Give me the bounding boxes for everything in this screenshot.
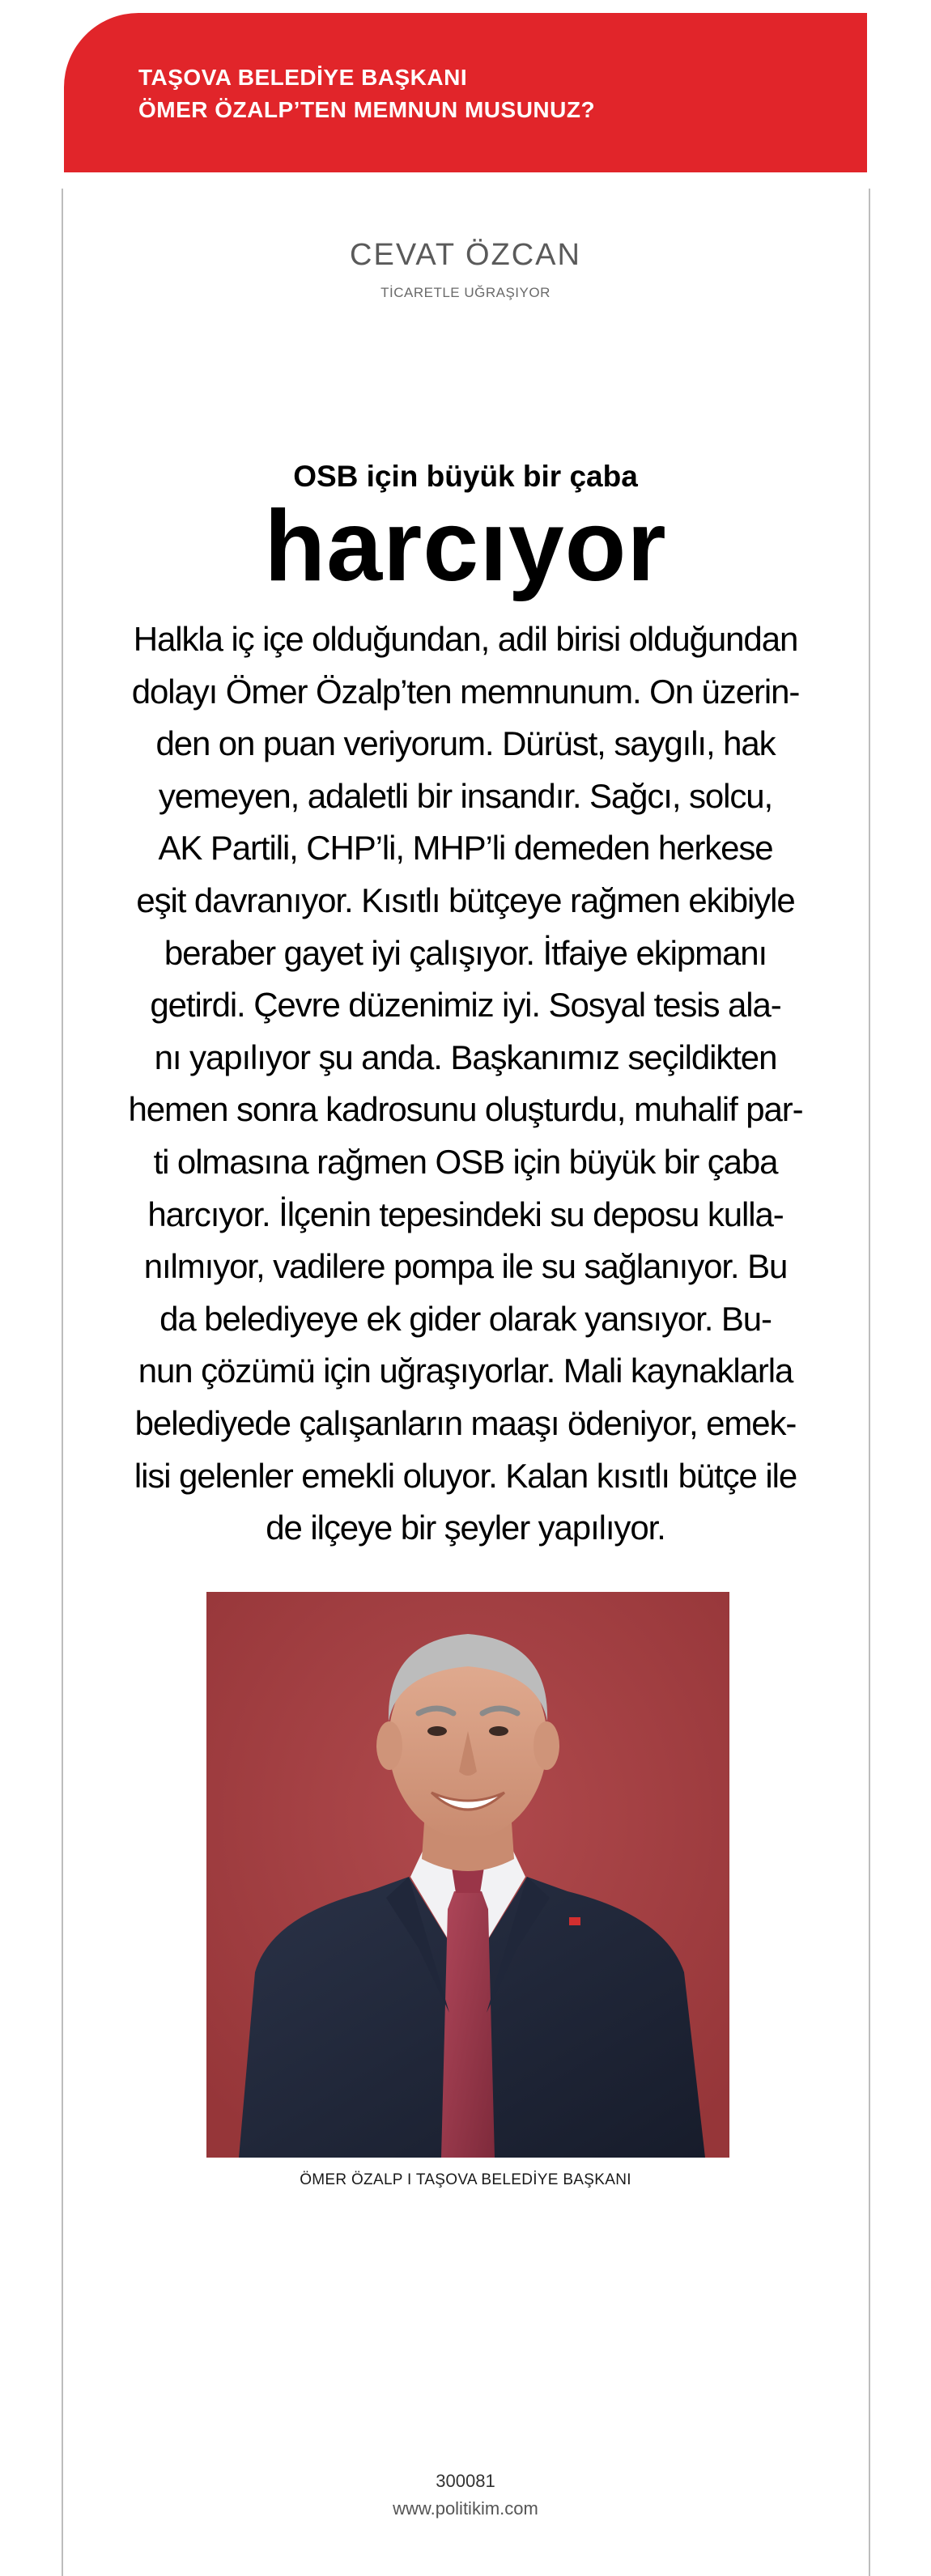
body-line: yemeyen, adaletli bir insandır. Sağcı, solcu, [158, 776, 773, 815]
body-line: Halkla iç içe olduğundan, adil birisi olduğundan [133, 620, 798, 658]
body-line: ti olmasına rağmen OSB için büyük bir çaba [153, 1142, 778, 1181]
body-line: nun çözümü için uğraşıyorlar. Mali kaynaklarla [138, 1352, 793, 1390]
body-line: hemen sonra kadrosunu oluşturdu, muhalif par- [128, 1090, 803, 1129]
body-line: belediyede çalışanların maaşı ödeniyor, emek- [134, 1403, 797, 1442]
body-line: den on puan veriyorum. Dürüst, saygılı, hak [155, 724, 776, 763]
body-line: getirdi. Çevre düzenimiz iyi. Sosyal tesis ala- [150, 986, 781, 1025]
body-line: nı yapılıyor şu anda. Başkanımız seçildikten [154, 1038, 777, 1076]
body-line: harcıyor. İlçenin tepesindeki su deposu kulla- [147, 1195, 784, 1233]
body-line: beraber gayet iyi çalışıyor. İtfaiye ekipmanı [164, 933, 767, 972]
body-line: da belediyeye ek gider olarak yansıyor. Bu- [159, 1299, 772, 1338]
article-body [121, 613, 810, 1555]
banner-title-line-1: TAŞOVA BELEDİYE BAŞKANI [138, 65, 468, 90]
portrait-illustration [206, 1592, 729, 2158]
banner-title-line-2: ÖMER ÖZALP’TEN MEMNUN MUSUNUZ? [138, 97, 596, 122]
author-name: CEVAT ÖZCAN [350, 238, 581, 272]
photo-caption: ÖMER ÖZALP I TAŞOVA BELEDİYE BAŞKANI [300, 2171, 631, 2188]
footer-code: 300081 [436, 2471, 495, 2491]
body-line: dolayı Ömer Özalp’ten memnunum. On üzerin- [131, 672, 800, 711]
portrait-photo [206, 1592, 729, 2158]
body-line: nılmıyor, vadilere pompa ile su sağlanıyor. Bu [143, 1247, 788, 1286]
body-line: de ilçeye bir şeyler yapılıyor. [266, 1509, 665, 1547]
author-occupation: TİCARETLE UĞRAŞIYOR [380, 285, 551, 300]
article-headline: harcıyor [264, 490, 667, 602]
body-line: lisi gelenler emekli oluyor. Kalan kısıtlı bütçe ile [134, 1456, 797, 1495]
article-kicker: OSB için büyük bir çaba [293, 460, 638, 493]
body-line: eşit davranıyor. Kısıtlı bütçeye rağmen ekibiyle [136, 881, 795, 919]
body-line: AK Partili, CHP’li, MHP’li demeden herkese [158, 829, 773, 868]
header-banner [64, 13, 867, 172]
footer-website-link[interactable]: www.politikim.com [393, 2498, 538, 2519]
